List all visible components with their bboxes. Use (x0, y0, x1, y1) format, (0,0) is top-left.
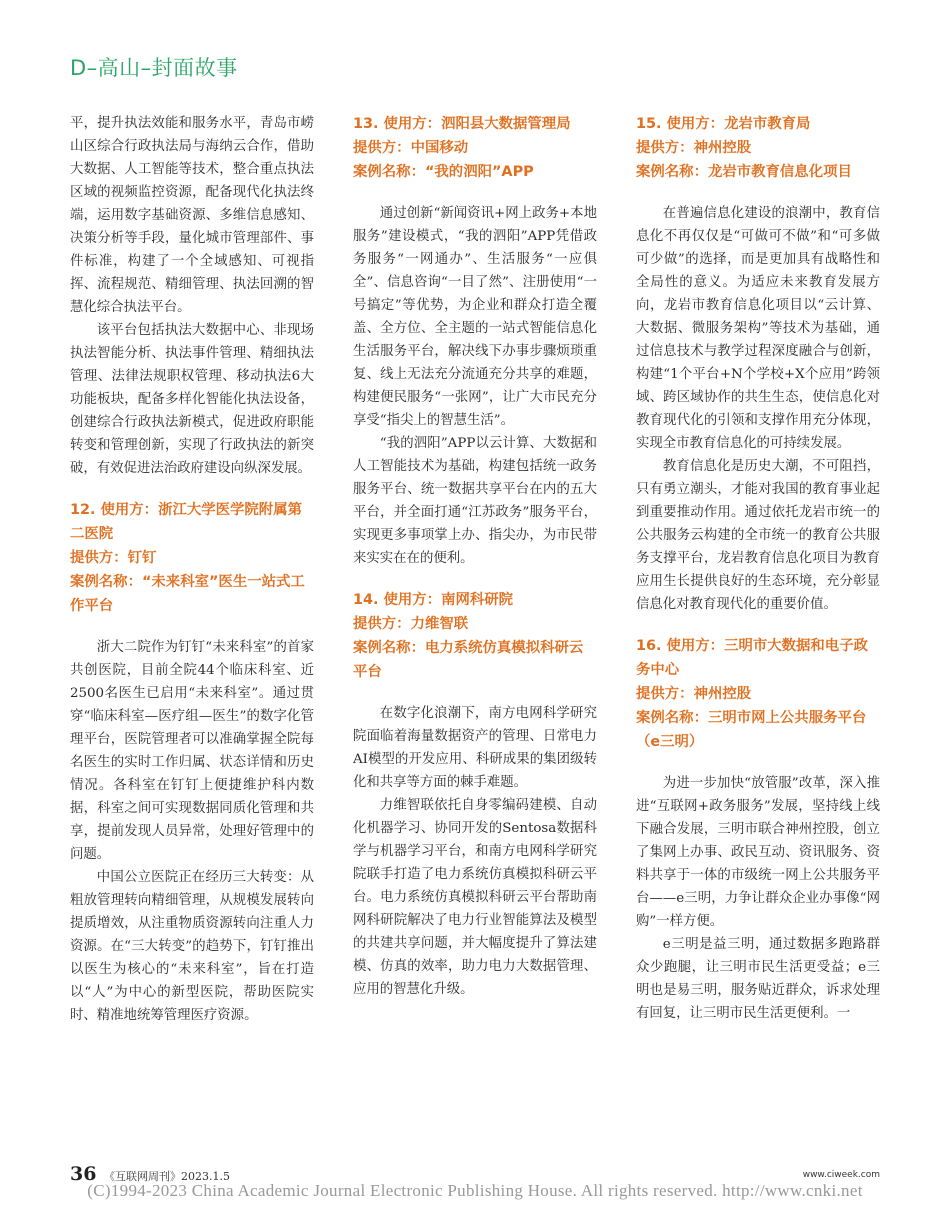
body-paragraph: 平，提升执法效能和服务水平，青岛市崂山区综合行政执法局与海纳云合作，借助大数据、人工智能等技术，整合重点执法区域的视频监控资源，配备现代化执法终端，运用数字基础资源、多维信息感知、决策分析等手段，量化城市管理部件、事件标准，构建了一个全域感知、可视指挥、流程规范、精细管理、执法回溯的智慧化综合执法平台。 (70, 116, 314, 315)
body-paragraph: e三明是益三明，通过数据多跑路群众少跑腿，让三明市民生活更受益；e三明也是易三明，服务贴近群众，诉求处理有回复，让三明市民生活更便利。一 (636, 937, 880, 1021)
body-paragraph: 中国公立医院正在经历三大转变：从粗放管理转向精细管理，从规模发展转向提质增效，从注重物质资源转向注重人力资源。在“三大转变”的趋势下，钉钉推出以医生为核心的“未来科室”，旨在打造以“人”为中心的新型医院，帮助医院实时、精准地统筹管理医疗资源。 (70, 870, 314, 1023)
body-paragraph: 浙大二院作为钉钉“未来科室”的首家共创医院，目前全院44个临床科室、近2500名医生已启用“未来科室”。通过贯穿“临床科室—医疗组—医生”的数字化管理平台，医院管理者可以准确掌握全院每名医生的实时工作归属、状态详情和历史情况。各科室在钉钉上便捷维护科内数据，科室之间可实现数据同质化管理和共享，提前发现人员异常，处理好管理中的问题。 (70, 640, 314, 862)
case-16-heading (636, 634, 880, 754)
column-2 (353, 112, 597, 1001)
column-1 (70, 112, 314, 1027)
case-user: 12. 使用方：浙江大学医学院附属第二医院 (70, 502, 302, 542)
case-provider: 提供方：神州控股 (636, 686, 752, 702)
body-paragraph: “我的泗阳”APP以云计算、大数据和人工智能技术为基础，构建包括统一政务服务平台、统一数据共享平台在内的五大平台，并全面打通“江苏政务”服务平台，实现更多事项掌上办、指尖办，为市民带来实实在在的便利。 (353, 436, 597, 566)
copyright-watermark: (C)1994-2023 China Academic Journal Electronic Publishing House. All rights reserved. http://www.cnki.net (87, 1181, 863, 1200)
case-provider: 提供方：神州控股 (636, 140, 752, 156)
case-provider: 提供方：中国移动 (353, 140, 469, 156)
case-user: 13. 使用方：泗阳县大数据管理局 (353, 116, 571, 132)
body-paragraph: 为进一步加快“放管服”改革，深入推进“互联网+政务服务”发展，坚持线上线下融合发展，三明市联合神州控股，创立了集网上办事、政民互动、资讯服务、资料共享于一体的市级统一网上公共服务平台——e三明，力争让群众企业办事像“网购”一样方便。 (636, 776, 880, 929)
case-user: 14. 使用方：南网科研院 (353, 592, 514, 608)
case-name: 案例名称：电力系统仿真模拟科研云平台 (353, 640, 584, 680)
page-number: 36 (70, 1163, 97, 1185)
case-14-heading (353, 588, 597, 684)
column-3 (636, 112, 880, 1025)
case-provider: 提供方：钉钉 (70, 550, 157, 566)
website-url: www.ciweek.com (802, 1170, 880, 1180)
body-paragraph: 在普遍信息化建设的浪潮中，教育信息化不再仅仅是“可做可不做”和“可多做可少做”的选择，而是更加具有战略性和全局性的意义。为适应未来教育发展方向，龙岩市教育信息化项目以“云计算、大数据、微服务架构”等技术为基础，通过信息技术与教学过程深度融合与创新，构建“1个平台+N个学校+X个应用”跨领域、跨区域协作的共生生态，使信息化对教育现代化的引领和支撑作用充分体现，实现全市教育信息化的可持续发展。 (636, 206, 880, 451)
case-15-heading (636, 112, 880, 184)
case-12-heading (70, 498, 314, 618)
case-name: 案例名称：三明市网上公共服务平台（e三明） (636, 710, 867, 750)
journal-name: 《互联网周刊》2023.1.5 (103, 1170, 230, 1183)
case-13-heading (353, 112, 597, 184)
case-name: 案例名称：龙岩市教育信息化项目 (636, 164, 852, 180)
body-paragraph: 通过创新“新闻资讯+网上政务+本地服务”建设模式，“我的泗阳”APP凭借政务服务“一网通办”、生活服务“一应俱全”、信息咨询“一目了然”、注册使用“一号搞定”等优势，为企业和群众打造全覆盖、全方位、全主题的一站式智能信息化生活服务平台，解决线下办事步骤烦琐重复、线上无法充分流通充分共享的难题，构建便民服务“一张网”，让广大市民充分享受“指尖上的智慧生活”。 (353, 206, 597, 428)
case-name: 案例名称：“我的泗阳”APP (353, 164, 534, 180)
section-label: D–高山–封面故事 (70, 56, 238, 80)
body-paragraph: 在数字化浪潮下，南方电网科学研究院面临着海量数据资产的管理、日常电力AI模型的开发应用、科研成果的集团级转化和共享等方面的棘手难题。 (353, 706, 597, 790)
case-user: 16. 使用方：三明市大数据和电子政务中心 (636, 638, 868, 678)
case-name: 案例名称：“未来科室”医生一站式工作平台 (70, 574, 305, 614)
case-user: 15. 使用方：龙岩市教育局 (636, 116, 811, 132)
case-provider: 提供方：力维智联 (353, 616, 469, 632)
body-paragraph: 教育信息化是历史大潮，不可阻挡，只有勇立潮头，才能对我国的教育事业起到重要推动作用。通过依托龙岩市统一的公共服务云构建的全市统一的教育公共服务支撑平台，龙岩教育信息化项目为教育应用生长提供良好的生态环境，充分彰显信息化对教育现代化的重要价值。 (636, 459, 880, 612)
body-paragraph: 该平台包括执法大数据中心、非现场执法智能分析、执法事件管理、精细执法管理、法律法规职权管理、移动执法6大功能板块，配备多样化智能化执法设备，创建综合行政执法新模式，促进政府职能转变和管理创新，实现了行政执法的新突破，有效促进法治政府建设向纵深发展。 (70, 323, 314, 476)
body-paragraph: 力维智联依托自身零编码建模、自动化机器学习、协同开发的Sentosa数据科学与机器学习平台，和南方电网科学研究院联手打造了电力系统仿真模拟科研云平台。电力系统仿真模拟科研云平台帮助南网科研院解决了电力行业智能算法及模型的共建共享问题，并大幅度提升了算法建模、仿真的效率，助力电力大数据管理、应用的智慧化升级。 (353, 798, 597, 997)
